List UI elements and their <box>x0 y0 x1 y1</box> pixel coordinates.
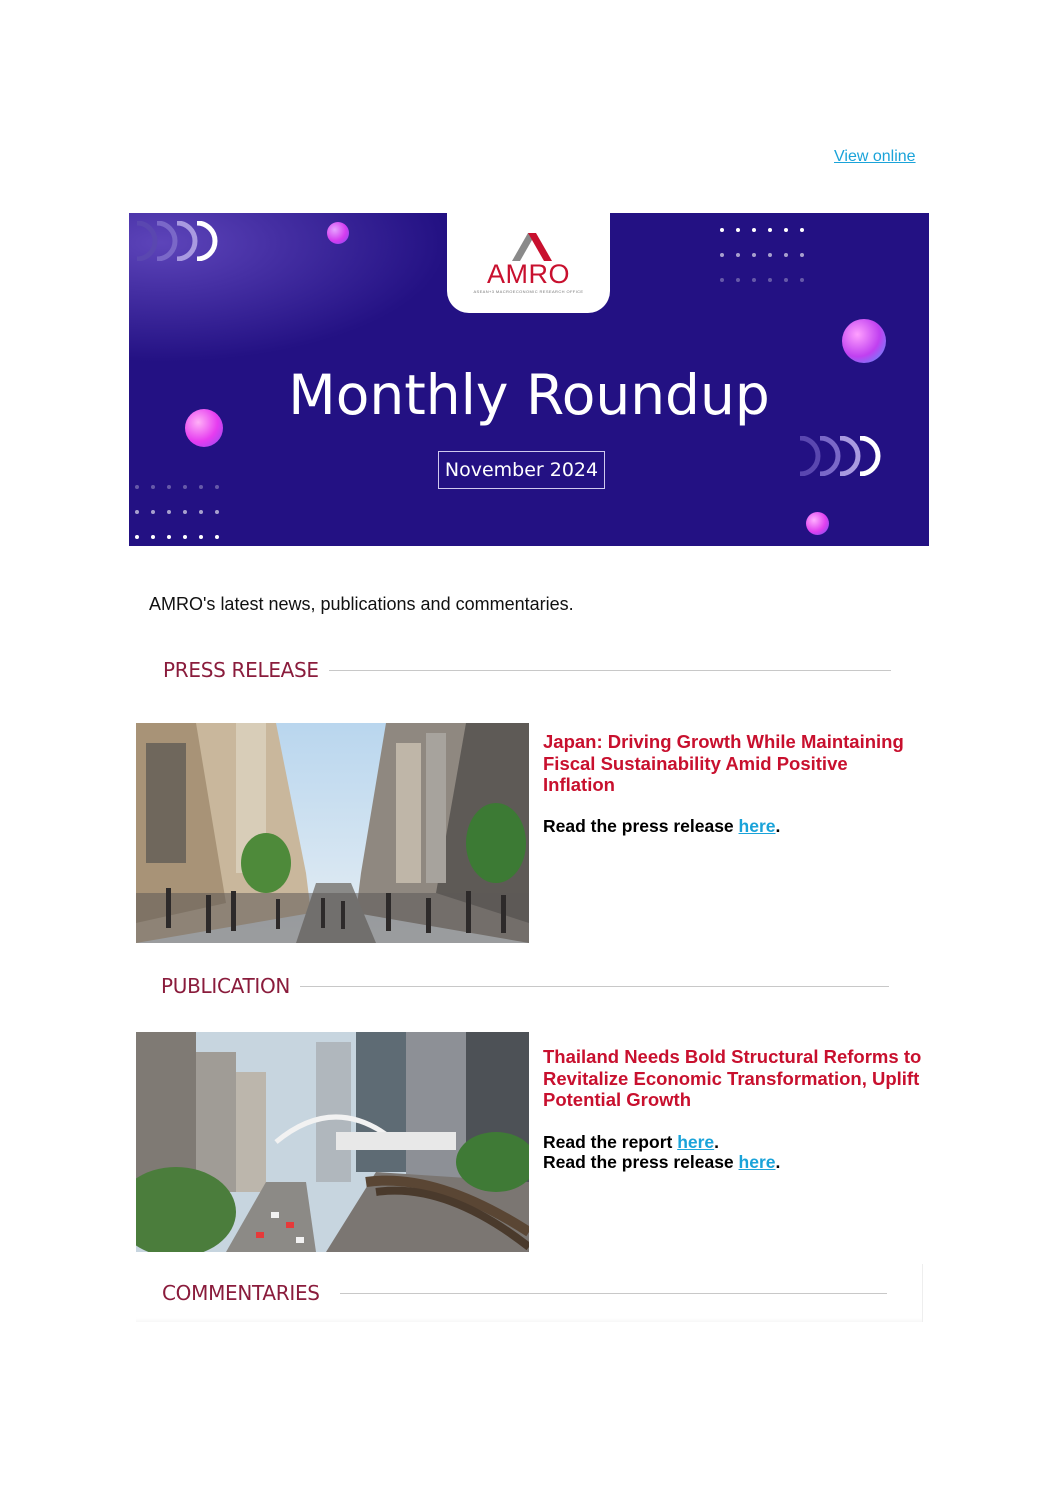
thailand-article-title[interactable]: Thailand Needs Bold Structural Reforms to Revitalize Economic Transformation, Uplift Potential Growth <box>543 1046 922 1110</box>
commentaries-heading <box>162 1281 887 1305</box>
view-online-link[interactable]: View online <box>834 148 916 165</box>
amro-logo <box>447 213 610 313</box>
intro-text: AMRO's latest news, publications and commentaries. <box>149 594 574 614</box>
commentaries-heading-label: COMMENTARIES <box>162 1281 320 1305</box>
thailand-press-release-line <box>543 1152 780 1173</box>
japan-press-release-link[interactable]: here <box>738 816 776 836</box>
period: . <box>775 1152 781 1172</box>
publication-heading <box>161 974 889 998</box>
press-release-heading <box>163 658 891 682</box>
section-divider <box>300 986 889 987</box>
arc-decoration-top-left <box>129 221 224 261</box>
press-release-heading-label: PRESS RELEASE <box>163 658 319 682</box>
thailand-report-line <box>543 1132 719 1153</box>
press-release-prefix: Read the press release <box>543 1152 739 1172</box>
banner-date: November 2024 <box>438 451 605 489</box>
arc-decoration-right <box>792 436 887 476</box>
section-divider <box>340 1293 887 1294</box>
dot-grid-bottom-left <box>135 485 219 546</box>
thailand-press-release-link[interactable]: here <box>738 1152 776 1172</box>
report-prefix: Read the report <box>543 1132 678 1152</box>
dot-grid-top-right <box>720 228 804 303</box>
bangkok-skytrain-image <box>136 1032 529 1252</box>
press-release-prefix: Read the press release <box>543 816 739 836</box>
japan-street-photo[interactable] <box>136 723 529 943</box>
thailand-report-link[interactable]: here <box>677 1132 715 1152</box>
japan-article-title[interactable]: Japan: Driving Growth While Maintaining Fiscal Sustainability Amid Positive Inflation <box>543 731 904 795</box>
amro-logo-mark <box>504 231 554 261</box>
period: . <box>775 816 781 836</box>
banner-title: Monthly Roundup <box>288 363 770 427</box>
orb-top-left <box>327 222 349 244</box>
monthly-roundup-banner <box>129 213 929 546</box>
japan-street-image <box>136 723 529 943</box>
section-divider <box>329 670 891 671</box>
orb-bottom-right <box>806 512 829 535</box>
orb-right <box>842 319 886 363</box>
period: . <box>714 1132 720 1152</box>
amro-logo-subtitle: ASEAN+3 MACROECONOMIC RESEARCH OFFICE <box>473 289 584 294</box>
publication-heading-label: PUBLICATION <box>161 974 291 998</box>
japan-press-release-line <box>543 816 780 837</box>
bangkok-skytrain-photo[interactable] <box>136 1032 529 1252</box>
amro-logo-text: AMRO <box>487 259 570 289</box>
